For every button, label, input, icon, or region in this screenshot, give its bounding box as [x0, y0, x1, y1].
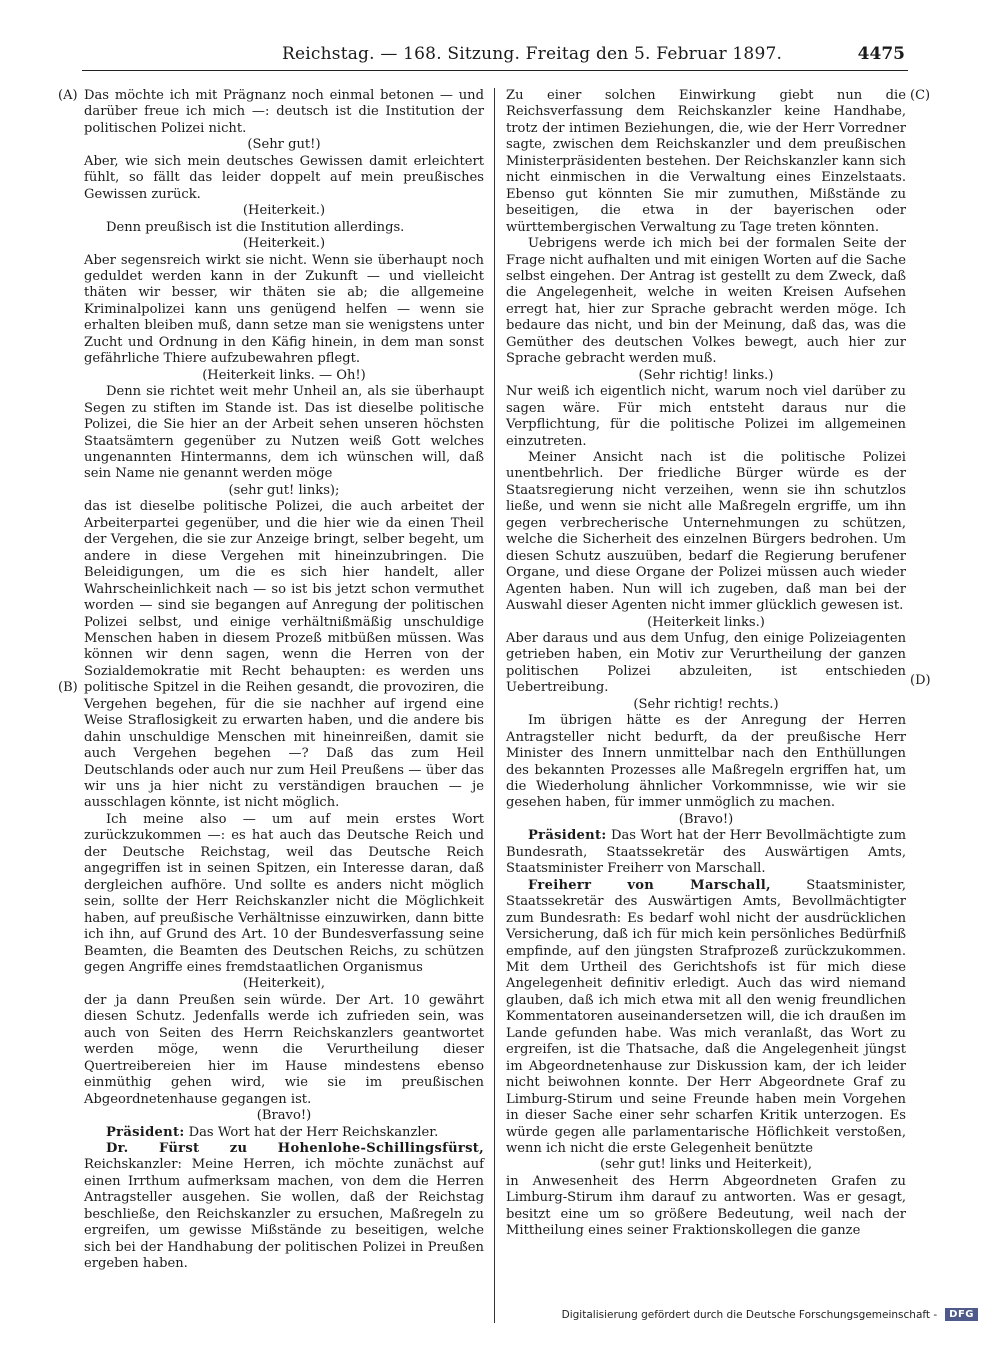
right-text-column [506, 88, 906, 1240]
speaker-name: Dr. Fürst zu Hohenlohe-Schillingsfürst, [106, 1141, 484, 1156]
interjection [506, 697, 906, 713]
interjection [84, 368, 484, 384]
page-number: 4475 [857, 44, 905, 64]
dfg-logo: DFG [945, 1308, 978, 1321]
speaker-name: Freiherr von Marschall, [528, 877, 771, 893]
paragraph-text: Denn preußisch ist die Institution allerdings. [106, 219, 405, 235]
paragraph-text: Das möchte ich mit Prägnanz noch einmal betonen — und darüber freue ich mich —: deutsch ist die Institution der politischen Polizei nicht. [84, 88, 484, 136]
paragraph [506, 713, 906, 812]
interjection [506, 368, 906, 384]
margin-marker-c: (C) [910, 88, 931, 103]
column-divider [494, 88, 495, 1323]
footer [562, 1308, 978, 1321]
paragraph [84, 384, 484, 483]
paragraph-text: (Sehr gut!) [247, 137, 321, 153]
paragraph-text: (Heiterkeit links. — Oh!) [202, 367, 366, 383]
paragraph-text: (Heiterkeit.) [242, 203, 326, 219]
paragraph-text: Ich meine also — um auf mein erstes Wort zurückzukommen —: es hat auch das Deutsche Reich und der Deutsche Reichstag, weil das Deutsche Reich angegriffen ist in seinen Spitzen, ein Interesse daran, daß dergleichen aufhöre. Und sollte es anders nicht möglich sein, sollte der Herr Reichskanzler nicht die Möglichkeit haben, auf preußische Verhältnisse einzuwirken, dann bitte ich ihn, auf Grund des Art. 10 der Bundesverfassung seine Beamten, die Beamten des Deutschen Reichs, zu schützen gegen Angriffe eines fremdstaatlichen Organismus [84, 811, 484, 976]
speaker-name: Präsident: [528, 828, 607, 844]
paragraph-text: Aber, wie sich mein deutsches Gewissen damit erleichtert fühlt, so fällt das leider doppelt auf mein preußisches Gewissen zurück. [84, 153, 484, 202]
paragraph-text: Das Wort hat der Herr Reichskanzler. [184, 1124, 439, 1140]
paragraph [84, 812, 484, 977]
paragraph [506, 236, 906, 368]
paragraph-text: Reichskanzler: Meine Herren, ich möchte zunächst auf einen Irrthum aufmerksam machen, von dem die Herren Antragsteller ausgehen. Sie wollen, daß der Reichstag beschließe, den Reichskanzler zu ersuchen, Maßregeln zu ergreifen, um gewisse Mißstände zu beseitigen, welche sich bei der Handhabung der politischen Polizei in Preußen ergeben haben. [84, 1157, 484, 1272]
paragraph-text: Aber daraus und aus dem Unfug, den einige Polizeiagenten getrieben haben, ein Motiv zur Verurtheilung der ganzen politischen Polizei abzuleiten, ist entschieden Uebertreibung. [506, 630, 906, 696]
paragraph-text: Zu einer solchen Einwirkung giebt nun die Reichsverfassung dem Reichskanzler keine Handhabe, trotz der intimen Beziehungen, die, wie der Herr Vorredner sagte, zwischen dem Reichskanzler und dem preußischen Ministerpräsidenten bestehen. Der Reichskanzler kann sich nicht einmischen in die Verwaltung eines Einzelstaats. Ebenso gut könnten Sie mir zumuthen, Mißstände zu beseitigen, die etwa in der bayerischen oder württembergischen Verwaltung zu Tage treten könnten. [506, 88, 906, 235]
paragraph [506, 878, 906, 1158]
paragraph [506, 631, 906, 697]
footer-credit: Digitalisierung gefördert durch die Deutsche Forschungsgemeinschaft - [561, 1308, 938, 1321]
paragraph [84, 253, 484, 368]
paragraph [84, 499, 484, 812]
margin-marker-d: (D) [910, 673, 931, 688]
paragraph-text: (sehr gut! links); [228, 482, 340, 498]
paragraph-text: Nur weiß ich eigentlich nicht, warum noch viel darüber zu sagen wäre. Für mich entsteht daraus nur die Verpflichtung, für die politische Polizei im allgemeinen einzutreten. [506, 384, 906, 449]
paragraph [506, 384, 906, 450]
paragraph-text: in Anwesenheit des Herrn Abgeordneten Grafen zu Limburg-Stirum ihm darauf zu antworten. Was er gesagt, besitzt eine um so größere Bedeutung, weil nach der Mittheilung eines seiner Fraktionskollegen die ganze [506, 1173, 906, 1239]
paragraph-text: (Heiterkeit links.) [647, 614, 765, 630]
interjection [84, 483, 484, 499]
paragraph [84, 1141, 484, 1273]
paragraph-text: (Heiterkeit.) [242, 236, 326, 252]
paragraph-text: (Sehr richtig! rechts.) [633, 696, 779, 712]
paragraph-text: das ist dieselbe politische Polizei, die auch arbeitet der Arbeiterpartei gegenüber, und die hier wie da einen Theil der Vergehen, die sie zur Anzeige bringt, selber begeht, um andere in diese Vergehen mit hineinzubringen. Die Beleidigungen, um die es sich hier handelt, aller Wahrscheinlichkeit nach — so ist bis jetzt schon vermuthet worden — sind sie begangen auf Anregung der politischen Polizei selbst, und einige verhältnißmäßig unschuldige Menschen haben in diesem Prozeß mitbüßen müssen. Was können wir denn sagen, wenn die Herren von der Sozialdemokratie mit Recht behaupten: es werden uns politische Spitzel in die Reihen gesandt, die provoziren, die Vergehen begehen, für die sie nachher auf irgend eine Weise Straflosigkeit zu erwarten haben, und die andere bis dahin unschuldige Menschen mit hineinreißen, damit sie auch Vergehen begehen —? Daß das zum Heil Deutschlands oder auch nur zum Heil Preußens — über das wir uns ja hier nicht zu verständigen brauchen — je ausschlagen könnte, ist nicht möglich. [84, 499, 484, 811]
paragraph [506, 1174, 906, 1240]
header-rule [82, 70, 908, 71]
paragraph-text: (Bravo!) [678, 811, 734, 827]
interjection [84, 976, 484, 992]
left-text-column [84, 88, 484, 1273]
interjection [506, 615, 906, 631]
paragraph-text: Im übrigen hätte es der Anregung der Herren Antragsteller nicht bedurft, da der preußische Herr Minister des Innern unmittelbar nach den Enthüllungen des bekannten Prozesses alle Maßregeln ergriffen hat, um die Wiederholung ähnlicher Vorkommnisse, wie wir sie gesehen haben, für immer unmöglich zu machen. [506, 713, 906, 811]
paragraph [506, 88, 906, 236]
paragraph-text: Aber segensreich wirkt sie nicht. Wenn sie überhaupt noch geduldet werden kann in der Zukunft — und vielleicht thäten wir besser, wir thäten sie ab; die allgemeine Kriminalpolizei kann uns genügend helfen — wenn sie erhalten bleiben muß, dann setze man sie wenigstens unter Zucht und Ordnung in den Käfig hinein, in dem man sonst gefährliche Thiere aufzubewahren pflegt. [84, 252, 484, 367]
paragraph-text: (Bravo!) [256, 1108, 312, 1124]
paragraph-text: Uebrigens werde ich mich bei der formalen Seite der Frage nicht aufhalten und mit einigen Worten auf die Sache selbst eingehen. Der Antrag ist gestellt zu dem Zweck, daß die Angelegenheit, welche in weiten Kreisen Aufsehen erregt hat, hier zur Sprache gebracht werden möge. Ich bedaure das nicht, und bin der Meinung, daß das, was die Gemüther des deutschen Volkes bewegt, auch hier zur Sprache gebracht werden muß. [506, 236, 906, 367]
margin-marker-a: (A) [58, 88, 78, 103]
interjection [84, 1108, 484, 1124]
interjection [506, 1157, 906, 1173]
paragraph [84, 154, 484, 203]
interjection [84, 236, 484, 252]
interjection [84, 137, 484, 153]
paragraph-text: Meiner Ansicht nach ist die politische Polizei unentbehrlich. Der friedliche Bürger würde es der Staatsregierung nicht verzeihen, wenn sie ihn schutzlos ließe, und wenn sie nicht alle Maßregeln ergriffe, um ihn gegen verbrecherische Unternehmungen zu schützen, welche die Sicherheit des einzelnen Bürgers bedrohen. Um diesen Schutz auszuüben, bedarf die Regierung berufener Organe, und diese Organe der Polizei müssen auch wieder Agenten haben. Nun will ich zugeben, daß man bei der Auswahl dieser Agenten nicht immer glücklich gewesen ist. [506, 449, 906, 614]
paragraph-text: Das Wort hat der Herr Bevollmächtigte zum Bundesrath, Staatssekretär des Auswärtigen Amts, Staatsminister Freiherr von Marschall. [506, 828, 906, 877]
page-header [0, 40, 1000, 70]
paragraph [84, 993, 484, 1108]
paragraph-text: (Sehr richtig! links.) [638, 367, 774, 383]
paragraph [84, 1125, 484, 1141]
paragraph [506, 450, 906, 615]
paragraph [506, 828, 906, 877]
running-head: Reichstag. — 168. Sitzung. Freitag den 5. Februar 1897. [282, 44, 783, 64]
paragraph-text: (Heiterkeit), [242, 976, 326, 992]
interjection [506, 812, 906, 828]
margin-marker-b: (B) [58, 680, 78, 695]
paragraph-text: Denn sie richtet weit mehr Unheil an, als sie überhaupt Segen zu stiften im Stande ist. Das ist dieselbe politische Polizei, die Sie hier an der Arbeit sehen unseren höchsten Staatsämtern gegenüber zu Nutzen weiß Gott welches ungenannten Hintermanns, dem ich wünschen will, daß sein Name nie genannt werden möge [84, 384, 484, 482]
paragraph-text: Staatsminister, Staatssekretär des Auswärtigen Amts, Bevollmächtigter zum Bundesrath: Es bedarf wohl nicht der ausdrücklichen Versicherung, daß ich für mich kein persönliches Bedürfniß empfinde, auf den jüngsten Strafprozeß zurückzukommen. Mit dem Urtheil des Gerichtshofs ist für mich diese Angelegenheit definitiv erledigt. Auch das wird niemand glauben, daß ich mich etwa mit all den wenig freundlichen Kommentatoren auseinandersetzen will, die ich draußen im Lande gefunden habe. Was mich veranlaßt, das Wort zu ergreifen, ist die Thatsache, daß die Angelegenheit jüngst im Abgeordnetenhause zur Diskussion kam, der ich leider nicht beiwohnen konnte. Der Herr Abgeordnete Graf zu Limburg-Stirum und seine Freunde haben mein Vorgehen in dieser Sache einer sehr scharfen Kritik unterzogen. Es würde gegen alle parlamentarische Höflichkeit verstoßen, wenn ich nicht die erste Gelegenheit benützte [506, 877, 906, 1156]
speaker-name: Präsident: [106, 1124, 185, 1140]
paragraph [84, 220, 484, 236]
paragraph-text: der ja dann Preußen sein würde. Der Art. 10 gewährt diesen Schutz. Jedenfalls werde ich zufrieden sein, was auch von Seiten des Herrn Reichskanzlers geantwortet werden möge, wenn die Verurtheilung dieser Quertreibereien hier im Hause mindestens ebenso einmüthig gehen wird, wie sie im preußischen Abgeordnetenhause gegangen ist. [84, 992, 484, 1107]
paragraph-text: (sehr gut! links und Heiterkeit), [600, 1157, 812, 1173]
paragraph [84, 88, 484, 137]
interjection [84, 203, 484, 219]
